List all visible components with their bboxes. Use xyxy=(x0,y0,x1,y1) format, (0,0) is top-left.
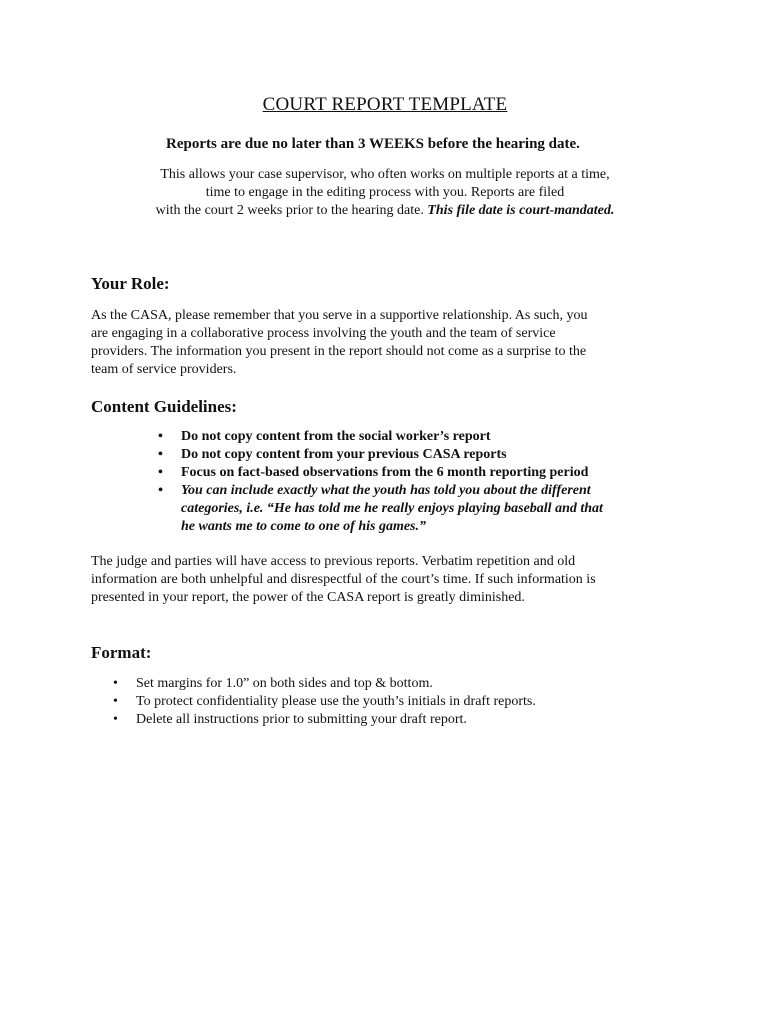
list-item xyxy=(158,446,603,464)
repetition-paragraph xyxy=(91,553,681,607)
paragraph-line: presented in your report, the power of the CASA report is greatly diminished. xyxy=(91,590,525,605)
list-item-text: Delete all instructions prior to submitting your draft report. xyxy=(136,712,467,727)
list-item-text: Do not copy content from the social worker’s report xyxy=(181,429,491,444)
bullet-icon: • xyxy=(158,447,163,462)
bullet-icon: • xyxy=(158,465,163,480)
bullet-icon: • xyxy=(113,676,118,691)
your-role-paragraph xyxy=(91,307,681,379)
court-mandated-emphasis: This file date is court-mandated. xyxy=(427,203,615,218)
list-item-text: To protect confidentiality please use the youth’s initials in draft reports. xyxy=(136,694,536,709)
paragraph-line: The judge and parties will have access to previous reports. Verbatim repetition and old xyxy=(91,554,576,569)
your-role-heading: Your Role: xyxy=(91,274,170,293)
paragraph-line: team of service providers. xyxy=(91,362,237,377)
intro-line-3 xyxy=(0,202,770,220)
list-item xyxy=(158,464,603,482)
intro-paragraph xyxy=(0,166,770,220)
bullet-icon: • xyxy=(158,483,163,498)
intro-line: time to engage in the editing process with you. Reports are filed xyxy=(205,185,565,200)
deadline-subtitle: Reports are due no later than 3 WEEKS before the hearing date. xyxy=(166,136,580,152)
list-item xyxy=(158,482,603,536)
bullet-icon: • xyxy=(113,712,118,727)
format-heading: Format: xyxy=(91,643,152,662)
document-title: COURT REPORT TEMPLATE xyxy=(262,94,508,115)
list-item xyxy=(113,693,536,711)
intro-line-text: with the court 2 weeks prior to the hearing date. xyxy=(155,203,424,218)
list-item-text: Focus on fact-based observations from the 6 month reporting period xyxy=(181,465,589,480)
content-guidelines-list xyxy=(158,428,603,536)
intro-line: This allows your case supervisor, who often works on multiple reports at a time, xyxy=(160,167,610,182)
list-item-text: You can include exactly what the youth has told you about the different xyxy=(181,483,591,498)
list-item xyxy=(158,428,603,446)
bullet-icon: • xyxy=(158,429,163,444)
paragraph-line: information are both unhelpful and disrespectful of the court’s time. If such information is xyxy=(91,572,596,587)
paragraph-line: providers. The information you present in the report should not come as a surprise to the xyxy=(91,344,587,359)
list-item-text: Do not copy content from your previous CASA reports xyxy=(181,447,507,462)
content-guidelines-heading: Content Guidelines: xyxy=(91,397,237,416)
list-item-text: he wants me to come to one of his games.” xyxy=(181,519,426,534)
list-item xyxy=(113,675,536,693)
list-item-text: categories, i.e. “He has told me he really enjoys playing baseball and that xyxy=(181,501,603,516)
list-item xyxy=(113,711,536,729)
paragraph-line: are engaging in a collaborative process involving the youth and the team of service xyxy=(91,326,556,341)
paragraph-line: As the CASA, please remember that you serve in a supportive relationship. As such, you xyxy=(91,308,588,323)
bullet-icon: • xyxy=(113,694,118,709)
format-list xyxy=(113,675,536,729)
list-item-text: Set margins for 1.0” on both sides and top & bottom. xyxy=(136,676,433,691)
